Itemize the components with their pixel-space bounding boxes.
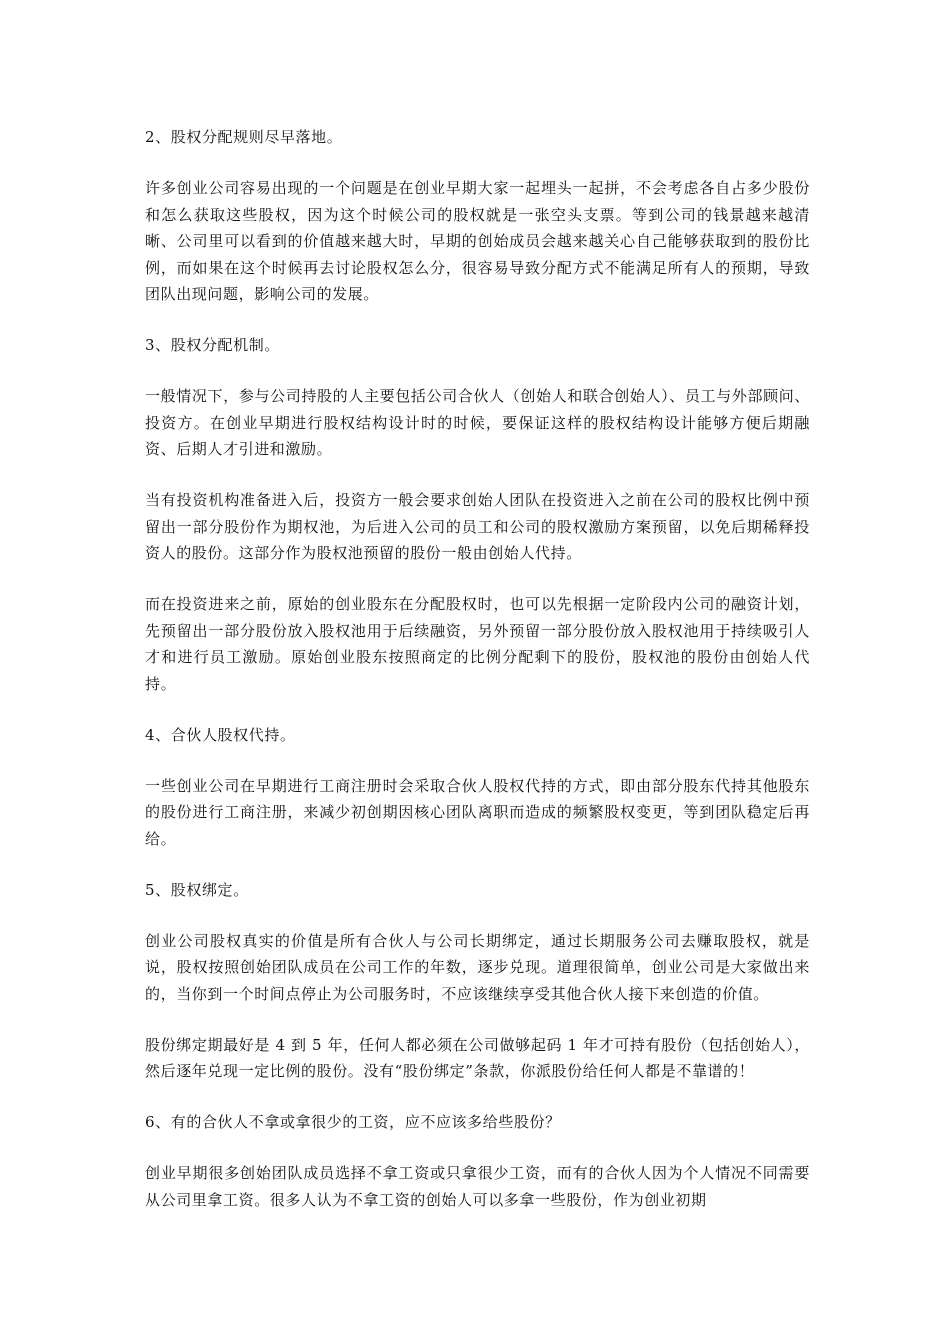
section-3-heading: 3、股权分配机制。 bbox=[145, 336, 280, 354]
section-4-heading: 4、合伙人股权代持。 bbox=[145, 725, 296, 744]
document-body bbox=[145, 124, 810, 1238]
section-2-heading: 2、股权分配规则尽早落地。 bbox=[145, 128, 343, 146]
section-3-paragraph-1: 一般情况下，参与公司持股的人主要包括公司合伙人（创始人和联合创始人）、员工与外部顾问、投资方。在创业早期进行股权结构设计时的时候，要保证这样的股权结构设计能够方便后期融资、后期人才引进和激励。 bbox=[145, 387, 810, 458]
section-2-paragraph: 许多创业公司容易出现的一个问题是在创业早期大家一起埋头一起拼，不会考虑各自占多少股份和怎么获取这些股权，因为这个时候公司的股权就是一张空头支票。等到公司的钱景越来越清晰、公司里可以看到的价值越来越大时，早期的创始成员会越来越关心自己能够获取到的股份比例，而如果在这个时候再去讨论股权怎么分，很容易导致分配方式不能满足所有人的预期，导致团队出现问题，影响公司的发展。 bbox=[145, 179, 810, 303]
section-4-paragraph: 一些创业公司在早期进行工商注册时会采取合伙人股权代持的方式，即由部分股东代持其他股东的股份进行工商注册，来减少初创期因核心团队离职而造成的频繁股权变更，等到团队稳定后再给。 bbox=[145, 776, 810, 848]
section-3-paragraph-3: 而在投资进来之前，原始的创业股东在分配股权时，也可以先根据一定阶段内公司的融资计划，先预留出一部分股份放入股权池用于后续融资，另外预留一部分股份放入股权池用于持续吸引人才和进行员工激励。原始创业股东按照商定的比例分配剩下的股份，股权池的股份由创始人代持。 bbox=[145, 595, 810, 693]
section-3-paragraph-2: 当有投资机构准备进入后，投资方一般会要求创始人团队在投资进入之前在公司的股权比例中预留出一部分股份作为期权池，为后进入公司的员工和公司的股权激励方案预留，以免后期稀释投资人的股份。这部分作为股权池预留的股份一般由创始人代持。 bbox=[145, 491, 810, 562]
section-5-paragraph-2: 股份绑定期最好是 4 到 5 年，任何人都必须在公司做够起码 1 年才可持有股份（包括创始人），然后逐年兑现一定比例的股份。没有“股份绑定”条款，你派股份给任何人都是不靠谱的！ bbox=[145, 1035, 810, 1080]
section-6-heading: 6、有的合伙人不拿或拿很少的工资，应不应该多给些股份？ bbox=[145, 1113, 561, 1131]
section-6-paragraph: 创业早期很多创始团队成员选择不拿工资或只拿很少工资，而有的合伙人因为个人情况不同需要从公司里拿工资。很多人认为不拿工资的创始人可以多拿一些股份，作为创业初期 bbox=[145, 1164, 810, 1209]
section-5-heading: 5、股权绑定。 bbox=[145, 880, 249, 899]
section-5-paragraph-1: 创业公司股权真实的价值是所有合伙人与公司长期绑定，通过长期服务公司去赚取股权，就是说，股权按照创始团队成员在公司工作的年数，逐步兑现。道理很简单，创业公司是大家做出来的，当你到一个时间点停止为公司服务时，不应该继续享受其他合伙人接下来创造的价值。 bbox=[145, 931, 810, 1003]
